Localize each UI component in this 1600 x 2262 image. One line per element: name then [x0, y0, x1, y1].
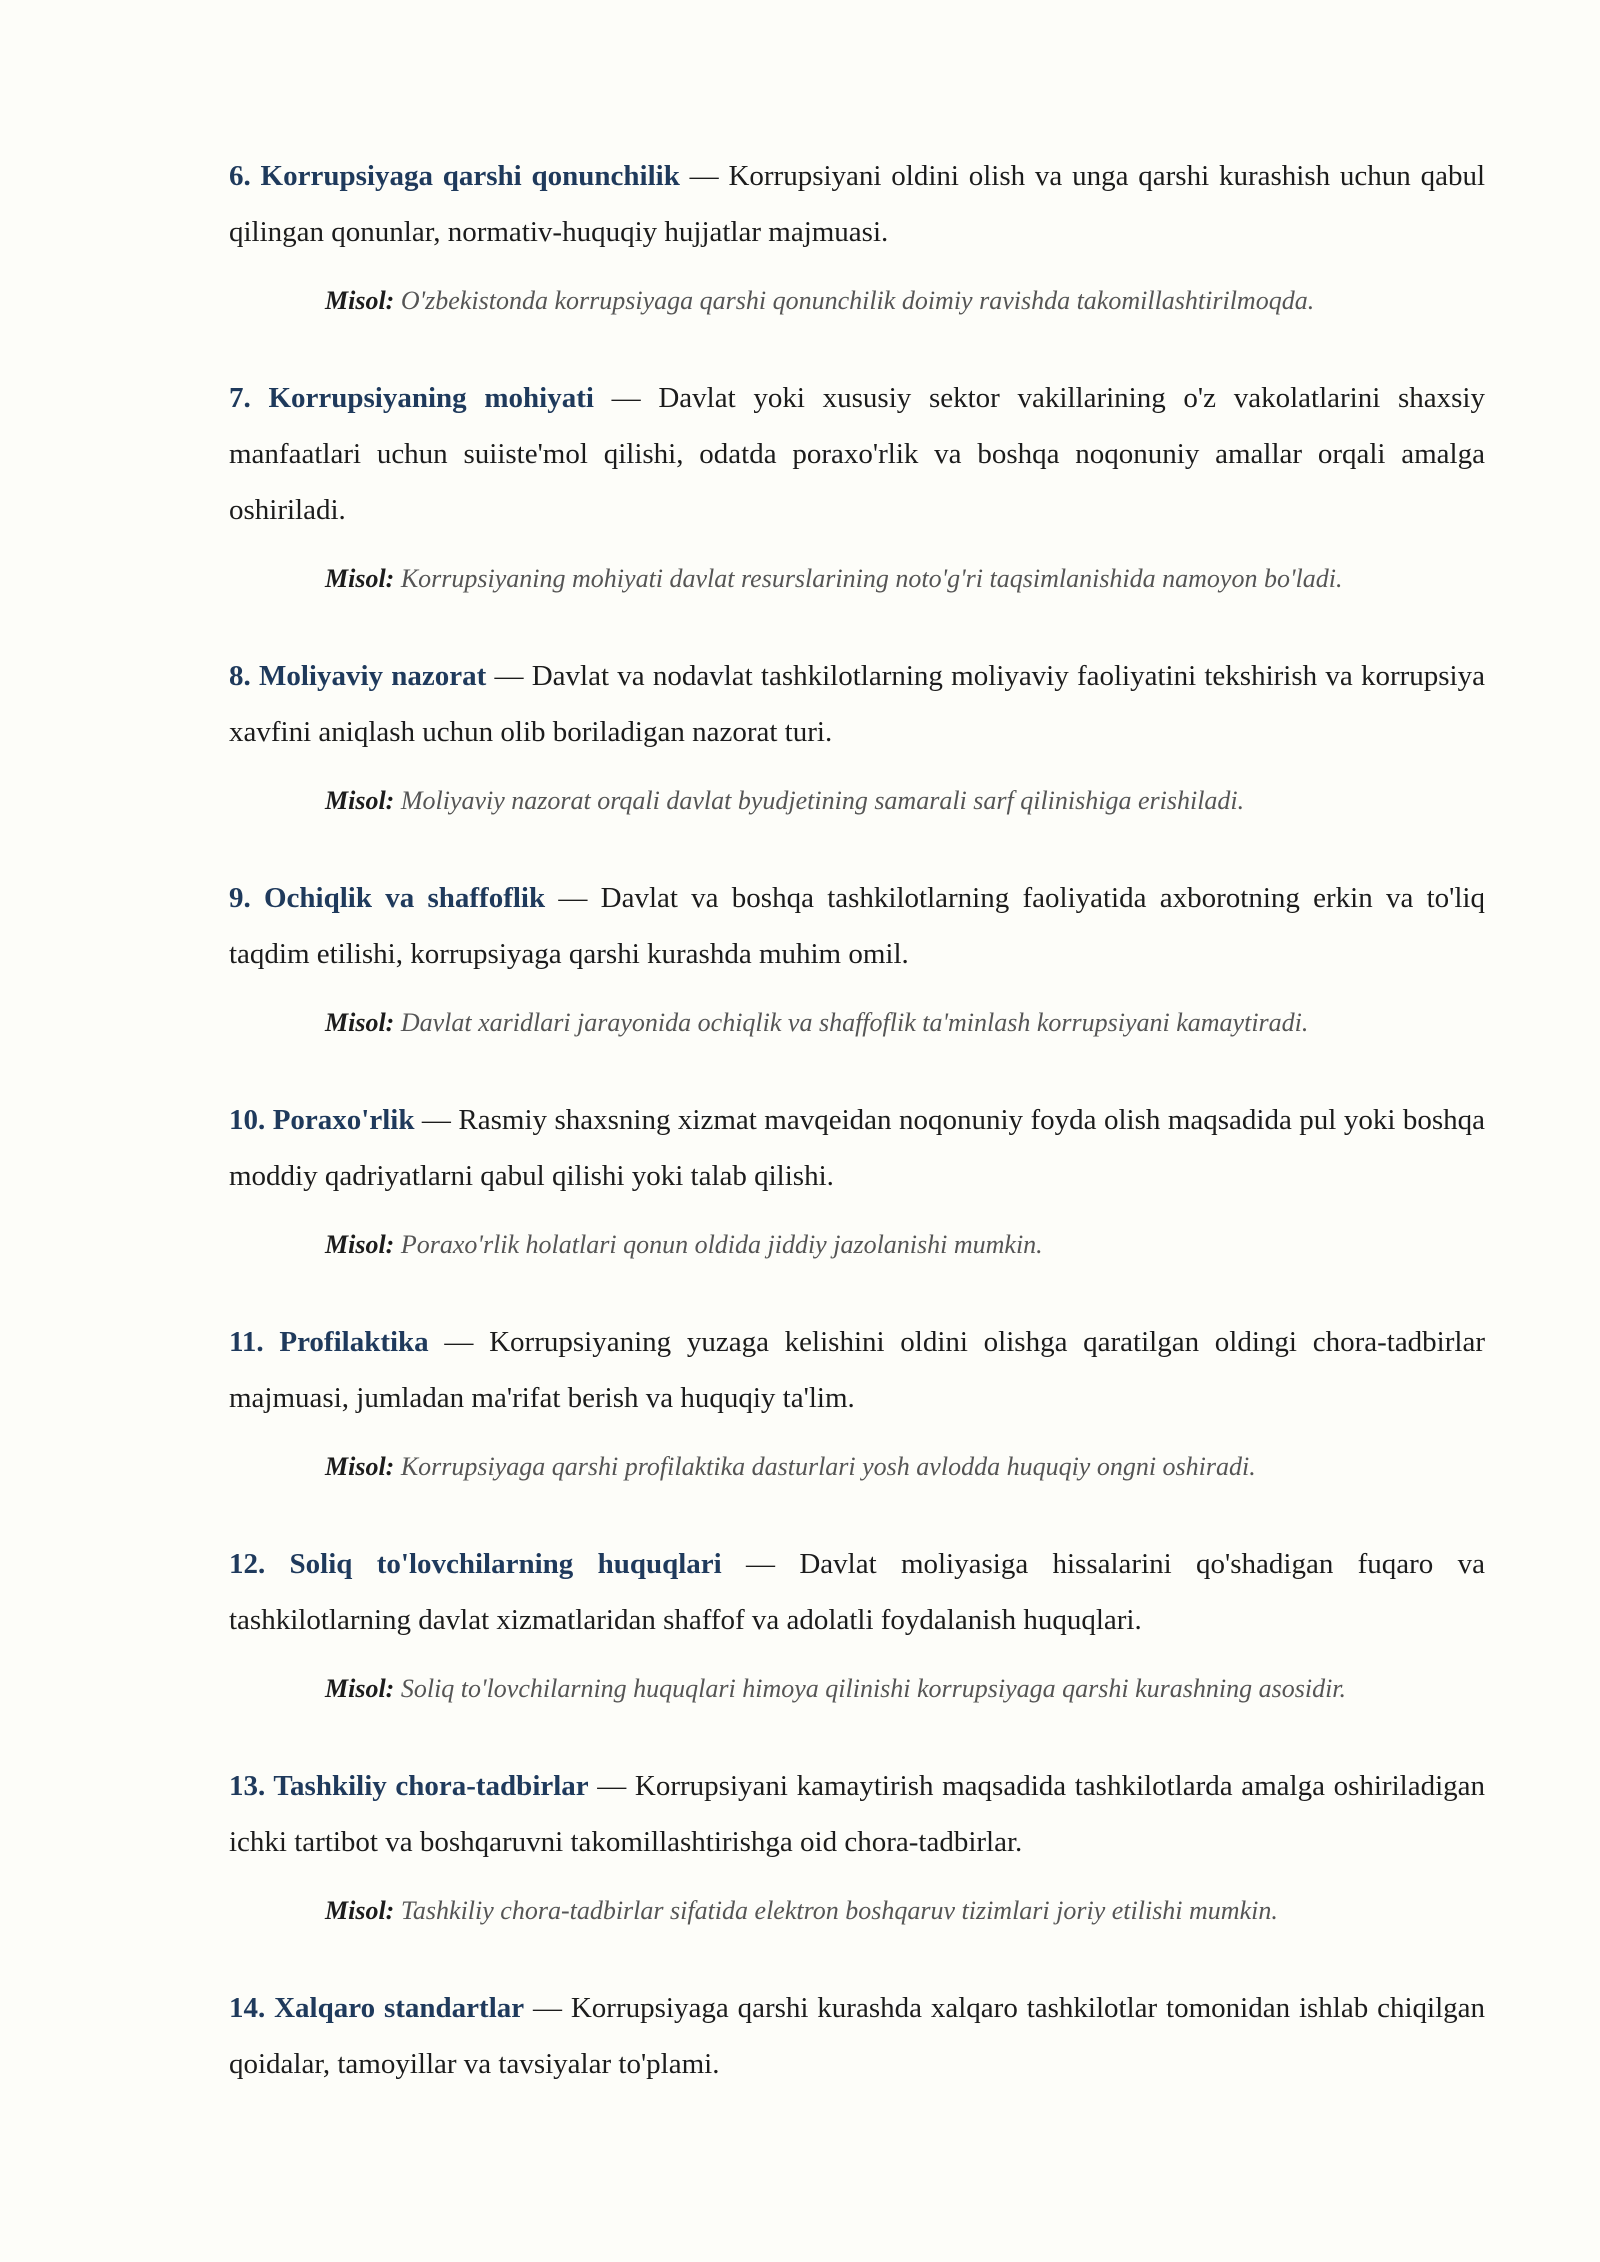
example-label: Misol: [325, 564, 395, 593]
definition-paragraph [229, 1758, 1485, 1870]
example-paragraph [325, 554, 1485, 604]
definition-text: — Davlat va nodavlat tashkilotlarning moliyaviy faoliyatini tekshirish va korrupsiya xavfini aniqlash uchun olib boriladigan nazorat turi. [229, 660, 1485, 748]
example-paragraph [325, 998, 1485, 1048]
glossary-entry-6 [229, 148, 1485, 326]
glossary-entry-10 [229, 1092, 1485, 1270]
term-heading: 13. Tashkiliy chora-tadbirlar [229, 1770, 589, 1802]
definition-paragraph [229, 1092, 1485, 1204]
example-text: Soliq to'lovchilarning huquqlari himoya qilinishi korrupsiyaga qarshi kurashning asosidir. [394, 1674, 1347, 1703]
example-label: Misol: [325, 286, 395, 315]
term-heading: 14. Xalqaro standartlar [229, 1992, 525, 2024]
definition-text: — Korrupsiyaning yuzaga kelishini oldini olishga qaratilgan oldingi chora-tadbirlar majmuasi, jumladan ma'rifat berish va huquqiy ta'lim. [229, 1326, 1485, 1414]
definition-paragraph [229, 370, 1485, 538]
definition-paragraph [229, 1314, 1485, 1426]
example-paragraph [325, 1220, 1485, 1270]
term-heading: 12. Soliq to'lovchilarning huquqlari [229, 1548, 722, 1580]
definition-text: — Korrupsiyani oldini olish va unga qarshi kurashish uchun qabul qilingan qonunlar, normativ-huquqiy hujjatlar majmuasi. [229, 160, 1485, 248]
definition-paragraph [229, 148, 1485, 260]
glossary-entry-8 [229, 648, 1485, 826]
definition-paragraph [229, 870, 1485, 982]
term-heading: 9. Ochiqlik va shaffoflik [229, 882, 546, 914]
definition-text: — Davlat moliyasiga hissalarini qo'shadigan fuqaro va tashkilotlarning davlat xizmatlaridan shaffof va adolatli foydalanish huquqlari. [229, 1548, 1485, 1636]
example-paragraph [325, 776, 1485, 826]
term-heading: 6. Korrupsiyaga qarshi qonunchilik [229, 160, 680, 192]
glossary-entry-9 [229, 870, 1485, 1048]
example-label: Misol: [325, 1008, 395, 1037]
term-heading: 7. Korrupsiyaning mohiyati [229, 382, 594, 414]
example-text: Davlat xaridlari jarayonida ochiqlik va shaffoflik ta'minlash korrupsiyani kamaytiradi. [394, 1008, 1309, 1037]
glossary-entry-7 [229, 370, 1485, 604]
example-label: Misol: [325, 1674, 395, 1703]
example-paragraph [325, 1664, 1485, 1714]
glossary-entry-14 [229, 1980, 1485, 2092]
term-heading: 10. Poraxo'rlik [229, 1104, 415, 1136]
definition-paragraph [229, 1980, 1485, 2092]
example-label: Misol: [325, 1230, 395, 1259]
term-heading: 11. Profilaktika [229, 1326, 429, 1358]
definition-text: — Korrupsiyani kamaytirish maqsadida tashkilotlarda amalga oshiriladigan ichki tartibot va boshqaruvni takomillashtirishga oid chora-tadbirlar. [229, 1770, 1485, 1858]
glossary-entry-13 [229, 1758, 1485, 1936]
example-label: Misol: [325, 786, 395, 815]
definition-paragraph [229, 1536, 1485, 1648]
example-text: Moliyaviy nazorat orqali davlat byudjetining samarali sarf qilinishiga erishiladi. [394, 786, 1245, 815]
example-paragraph [325, 1442, 1485, 1492]
definition-text: — Davlat yoki xususiy sektor vakillarining o'z vakolatlarini shaxsiy manfaatlari uchun suiiste'mol qilishi, odatda poraxo'rlik va boshqa noqonuniy amallar orqali amalga oshiriladi. [229, 382, 1485, 526]
glossary-entry-12 [229, 1536, 1485, 1714]
example-text: Korrupsiyaning mohiyati davlat resurslarining noto'g'ri taqsimlanishida namoyon bo'ladi. [394, 564, 1343, 593]
definition-text: — Rasmiy shaxsning xizmat mavqeidan noqonuniy foyda olish maqsadida pul yoki boshqa moddiy qadriyatlarni qabul qilishi yoki talab qilishi. [229, 1104, 1485, 1192]
example-paragraph [325, 276, 1485, 326]
example-text: Korrupsiyaga qarshi profilaktika dasturlari yosh avlodda huquqiy ongni oshiradi. [394, 1452, 1256, 1481]
example-text: Tashkiliy chora-tadbirlar sifatida elektron boshqaruv tizimlari joriy etilishi mumkin. [394, 1896, 1278, 1925]
definition-text: — Davlat va boshqa tashkilotlarning faoliyatida axborotning erkin va to'liq taqdim etilishi, korrupsiyaga qarshi kurashda muhim omil. [229, 882, 1485, 970]
example-label: Misol: [325, 1896, 395, 1925]
definition-text: — Korrupsiyaga qarshi kurashda xalqaro tashkilotlar tomonidan ishlab chiqilgan qoidalar, tamoyillar va tavsiyalar to'plami. [229, 1992, 1485, 2080]
example-text: O'zbekistonda korrupsiyaga qarshi qonunchilik doimiy ravishda takomillashtirilmoqda. [394, 286, 1315, 315]
definition-paragraph [229, 648, 1485, 760]
example-paragraph [325, 1886, 1485, 1936]
example-text: Poraxo'rlik holatlari qonun oldida jiddiy jazolanishi mumkin. [394, 1230, 1043, 1259]
glossary-entry-11 [229, 1314, 1485, 1492]
term-heading: 8. Moliyaviy nazorat [229, 660, 487, 692]
example-label: Misol: [325, 1452, 395, 1481]
